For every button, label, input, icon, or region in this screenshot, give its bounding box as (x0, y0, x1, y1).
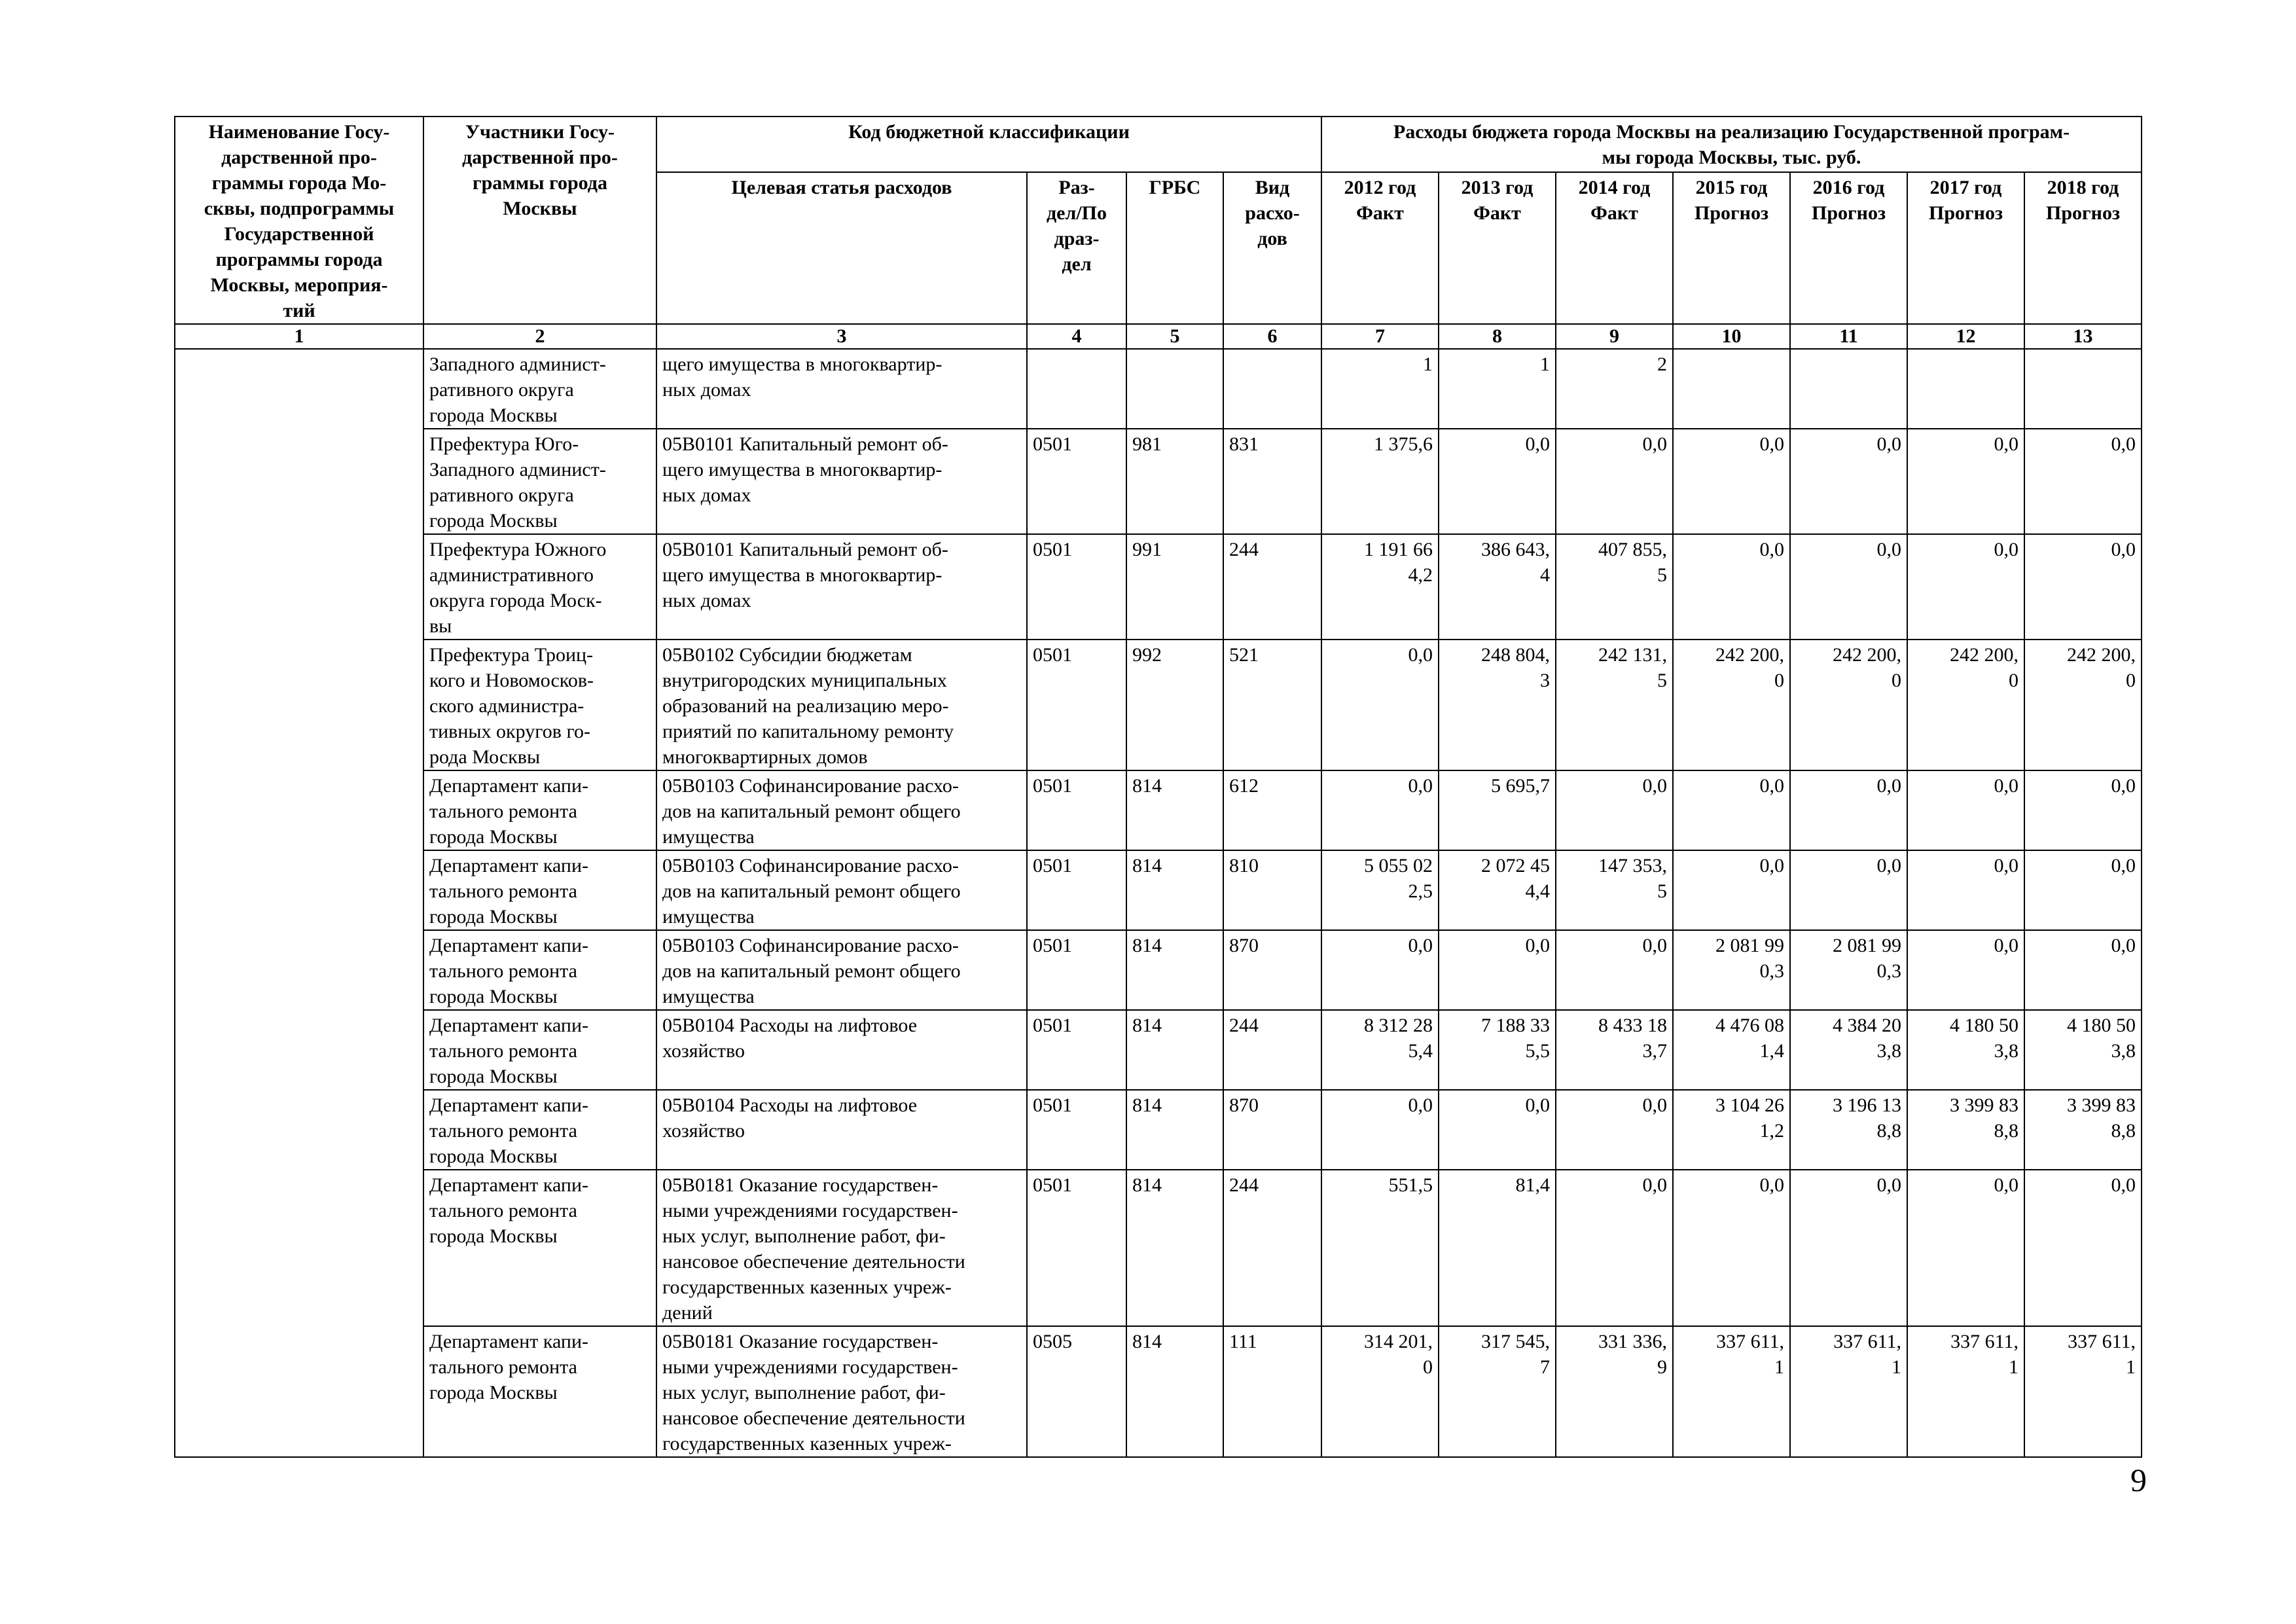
column-number: 11 (1790, 324, 1907, 349)
grbs-cell: 814 (1126, 1326, 1223, 1457)
expense-value-cell: 386 643, 4 (1439, 534, 1556, 640)
participant-cell: Префектура Троиц- кого и Новомосков- ского администра- тивных округов го- рода Москвы (423, 640, 656, 770)
expense-value-cell: 0,0 (2024, 930, 2142, 1010)
participant-cell: Департамент капи- тального ремонта города Москвы (423, 1170, 656, 1326)
table-row (175, 534, 2142, 640)
target-article-cell: 05В0181 Оказание государствен- ными учреждениями государствен- ных услуг, выполнение работ, фи- нансовое обеспечение деятельности государственных казенных учреж- дений (656, 1170, 1027, 1326)
expense-value-cell: 1 375,6 (1321, 429, 1439, 534)
grbs-cell: 814 (1126, 1090, 1223, 1170)
participant-cell: Департамент капи- тального ремонта города Москвы (423, 850, 656, 930)
expense-value-cell: 337 611, 1 (1790, 1326, 1907, 1457)
table-row (175, 770, 2142, 850)
expense-type-cell: 831 (1223, 429, 1321, 534)
budget-table (174, 116, 2142, 1458)
target-article-cell: 05В0103 Софинансирование расхо- дов на капитальный ремонт общего имущества (656, 850, 1027, 930)
expense-value-cell: 331 336, 9 (1556, 1326, 1673, 1457)
expense-value-cell: 1 191 66 4,2 (1321, 534, 1439, 640)
participant-cell: Департамент капи- тального ремонта города Москвы (423, 770, 656, 850)
grbs-cell (1126, 349, 1223, 429)
table-row (175, 850, 2142, 930)
expense-value-cell: 551,5 (1321, 1170, 1439, 1326)
expense-value-cell: 4 180 50 3,8 (1907, 1010, 2024, 1090)
table-row (175, 429, 2142, 534)
grbs-cell: 814 (1126, 1170, 1223, 1326)
expense-value-cell: 147 353, 5 (1556, 850, 1673, 930)
expense-value-cell: 3 104 26 1,2 (1673, 1090, 1790, 1170)
header-expense-type: Вид расхо- дов (1223, 172, 1321, 324)
header-program-name: Наименование Госу- дарственной про- граммы города Мо- сквы, подпрограммы Государственной программы города Москвы, мероприя- тий (175, 117, 423, 324)
expense-value-cell: 317 545, 7 (1439, 1326, 1556, 1457)
expense-value-cell: 3 399 83 8,8 (1907, 1090, 2024, 1170)
column-number: 5 (1126, 324, 1223, 349)
expense-value-cell: 0,0 (1673, 850, 1790, 930)
expense-value-cell: 0,0 (2024, 1170, 2142, 1326)
expense-value-cell: 0,0 (1907, 1170, 2024, 1326)
expense-type-cell (1223, 349, 1321, 429)
participant-cell: Департамент капи- тального ремонта города Москвы (423, 1090, 656, 1170)
expense-value-cell: 314 201, 0 (1321, 1326, 1439, 1457)
expense-value-cell: 0,0 (2024, 850, 2142, 930)
header-grbs: ГРБС (1126, 172, 1223, 324)
participant-cell: Департамент капи- тального ремонта города Москвы (423, 1010, 656, 1090)
expense-value-cell: 5 695,7 (1439, 770, 1556, 850)
expense-value-cell: 2 081 99 0,3 (1790, 930, 1907, 1010)
section-cell: 0501 (1027, 1170, 1126, 1326)
expense-value-cell: 0,0 (1556, 1090, 1673, 1170)
grbs-cell: 991 (1126, 534, 1223, 640)
expense-type-cell: 870 (1223, 1090, 1321, 1170)
column-number: 1 (175, 324, 423, 349)
expense-value-cell: 8 312 28 5,4 (1321, 1010, 1439, 1090)
expense-type-cell: 810 (1223, 850, 1321, 930)
section-cell: 0505 (1027, 1326, 1126, 1457)
section-cell: 0501 (1027, 930, 1126, 1010)
expense-value-cell: 0,0 (1556, 770, 1673, 850)
expense-value-cell: 242 200, 0 (2024, 640, 2142, 770)
column-number: 12 (1907, 324, 2024, 349)
expense-value-cell: 0,0 (1790, 1170, 1907, 1326)
expense-value-cell: 5 055 02 2,5 (1321, 850, 1439, 930)
column-number: 9 (1556, 324, 1673, 349)
header-expenses: Расходы бюджета города Москвы на реализацию Государственной програм- мы города Москвы, тыс. руб. (1321, 117, 2142, 172)
page-number: 9 (2130, 1462, 2147, 1498)
expense-value-cell: 0,0 (1790, 534, 1907, 640)
header-year-2016: 2016 год Прогноз (1790, 172, 1907, 324)
table-row (175, 1326, 2142, 1457)
target-article-cell: 05В0102 Субсидии бюджетам внутригородских муниципальных образований на реализацию меро- приятий по капитальному ремонту многоквартирных домов (656, 640, 1027, 770)
expense-value-cell: 4 180 50 3,8 (2024, 1010, 2142, 1090)
header-year-2012: 2012 год Факт (1321, 172, 1439, 324)
target-article-cell: 05В0104 Расходы на лифтовое хозяйство (656, 1010, 1027, 1090)
header-year-2018: 2018 год Прогноз (2024, 172, 2142, 324)
expense-value-cell: 242 200, 0 (1673, 640, 1790, 770)
expense-value-cell: 407 855, 5 (1556, 534, 1673, 640)
expense-value-cell: 0,0 (2024, 534, 2142, 640)
expense-type-cell: 244 (1223, 1170, 1321, 1326)
table-row (175, 930, 2142, 1010)
expense-value-cell: 0,0 (1673, 429, 1790, 534)
expense-value-cell: 1 (1321, 349, 1439, 429)
expense-value-cell: 0,0 (1556, 930, 1673, 1010)
expense-type-cell: 612 (1223, 770, 1321, 850)
expense-value-cell: 4 476 08 1,4 (1673, 1010, 1790, 1090)
table-row (175, 1010, 2142, 1090)
expense-value-cell: 0,0 (1321, 930, 1439, 1010)
header-year-2017: 2017 год Прогноз (1907, 172, 2024, 324)
expense-value-cell: 337 611, 1 (1673, 1326, 1790, 1457)
participant-cell: Префектура Южного административного округа города Моск- вы (423, 534, 656, 640)
expense-value-cell: 3 196 13 8,8 (1790, 1090, 1907, 1170)
expense-type-cell: 870 (1223, 930, 1321, 1010)
expense-value-cell: 2 081 99 0,3 (1673, 930, 1790, 1010)
expense-value-cell: 242 200, 0 (1907, 640, 2024, 770)
section-cell: 0501 (1027, 640, 1126, 770)
column-number: 2 (423, 324, 656, 349)
expense-value-cell: 0,0 (1673, 1170, 1790, 1326)
grbs-cell: 814 (1126, 930, 1223, 1010)
expense-value-cell: 3 399 83 8,8 (2024, 1090, 2142, 1170)
column-number: 13 (2024, 324, 2142, 349)
expense-value-cell: 0,0 (1907, 850, 2024, 930)
table-row (175, 1170, 2142, 1326)
target-article-cell: щего имущества в многоквартир- ных домах (656, 349, 1027, 429)
header-target-article: Целевая статья расходов (656, 172, 1027, 324)
expense-value-cell (1790, 349, 1907, 429)
section-cell: 0501 (1027, 770, 1126, 850)
table-row (175, 1090, 2142, 1170)
column-number: 6 (1223, 324, 1321, 349)
section-cell: 0501 (1027, 1010, 1126, 1090)
expense-type-cell: 244 (1223, 1010, 1321, 1090)
grbs-cell: 981 (1126, 429, 1223, 534)
expense-value-cell: 2 072 45 4,4 (1439, 850, 1556, 930)
header-year-2013: 2013 год Факт (1439, 172, 1556, 324)
target-article-cell: 05В0101 Капитальный ремонт об- щего имущества в многоквартир- ных домах (656, 534, 1027, 640)
expense-value-cell: 0,0 (1321, 1090, 1439, 1170)
participant-cell: Департамент капи- тального ремонта города Москвы (423, 930, 656, 1010)
expense-value-cell: 1 (1439, 349, 1556, 429)
expense-value-cell: 248 804, 3 (1439, 640, 1556, 770)
target-article-cell: 05В0104 Расходы на лифтовое хозяйство (656, 1090, 1027, 1170)
expense-value-cell: 242 131, 5 (1556, 640, 1673, 770)
expense-value-cell: 242 200, 0 (1790, 640, 1907, 770)
column-number-row (175, 324, 2142, 349)
column-number: 3 (656, 324, 1027, 349)
grbs-cell: 992 (1126, 640, 1223, 770)
table-row (175, 349, 2142, 429)
column-number: 8 (1439, 324, 1556, 349)
expense-value-cell: 0,0 (1907, 534, 2024, 640)
grbs-cell: 814 (1126, 1010, 1223, 1090)
expense-value-cell: 0,0 (1556, 429, 1673, 534)
section-cell: 0501 (1027, 1090, 1126, 1170)
table-row (175, 640, 2142, 770)
expense-value-cell: 0,0 (1556, 1170, 1673, 1326)
expense-value-cell: 7 188 33 5,5 (1439, 1010, 1556, 1090)
expense-value-cell: 81,4 (1439, 1170, 1556, 1326)
expense-value-cell: 0,0 (1439, 1090, 1556, 1170)
expense-value-cell: 0,0 (2024, 429, 2142, 534)
expense-value-cell: 0,0 (1673, 534, 1790, 640)
target-article-cell: 05В0103 Софинансирование расхо- дов на капитальный ремонт общего имущества (656, 770, 1027, 850)
expense-type-cell: 244 (1223, 534, 1321, 640)
expense-value-cell: 8 433 18 3,7 (1556, 1010, 1673, 1090)
grbs-cell: 814 (1126, 850, 1223, 930)
expense-value-cell: 0,0 (1321, 640, 1439, 770)
program-name-cell (175, 349, 423, 1457)
expense-value-cell: 337 611, 1 (1907, 1326, 2024, 1457)
expense-value-cell (2024, 349, 2142, 429)
target-article-cell: 05В0103 Софинансирование расхо- дов на капитальный ремонт общего имущества (656, 930, 1027, 1010)
expense-value-cell: 0,0 (1790, 429, 1907, 534)
expense-value-cell: 0,0 (1790, 770, 1907, 850)
expense-value-cell: 0,0 (1321, 770, 1439, 850)
target-article-cell: 05В0181 Оказание государствен- ными учреждениями государствен- ных услуг, выполнение работ, фи- нансовое обеспечение деятельности государственных казенных учреж- (656, 1326, 1027, 1457)
participant-cell: Западного админист- ративного округа города Москвы (423, 349, 656, 429)
expense-value-cell: 0,0 (2024, 770, 2142, 850)
expense-value-cell (1907, 349, 2024, 429)
section-cell: 0501 (1027, 850, 1126, 930)
target-article-cell: 05В0101 Капитальный ремонт об- щего имущества в многоквартир- ных домах (656, 429, 1027, 534)
grbs-cell: 814 (1126, 770, 1223, 850)
expense-value-cell (1673, 349, 1790, 429)
column-number: 4 (1027, 324, 1126, 349)
participant-cell: Департамент капи- тального ремонта города Москвы (423, 1326, 656, 1457)
expense-value-cell: 0,0 (1907, 930, 2024, 1010)
expense-value-cell: 2 (1556, 349, 1673, 429)
expense-value-cell: 4 384 20 3,8 (1790, 1010, 1907, 1090)
header-year-2015: 2015 год Прогноз (1673, 172, 1790, 324)
section-cell: 0501 (1027, 534, 1126, 640)
section-cell: 0501 (1027, 429, 1126, 534)
expense-value-cell: 0,0 (1907, 429, 2024, 534)
header-year-2014: 2014 год Факт (1556, 172, 1673, 324)
header-budget-code: Код бюджетной классификации (656, 117, 1321, 172)
expense-value-cell: 337 611, 1 (2024, 1326, 2142, 1457)
column-number: 7 (1321, 324, 1439, 349)
expense-value-cell: 0,0 (1790, 850, 1907, 930)
expense-value-cell: 0,0 (1439, 930, 1556, 1010)
header-section: Раз- дел/По драз- дел (1027, 172, 1126, 324)
expense-value-cell: 0,0 (1907, 770, 2024, 850)
expense-value-cell: 0,0 (1673, 770, 1790, 850)
participant-cell: Префектура Юго- Западного админист- ративного округа города Москвы (423, 429, 656, 534)
section-cell (1027, 349, 1126, 429)
expense-type-cell: 521 (1223, 640, 1321, 770)
expense-value-cell: 0,0 (1439, 429, 1556, 534)
expense-type-cell: 111 (1223, 1326, 1321, 1457)
header-participants: Участники Госу- дарственной про- граммы города Москвы (423, 117, 656, 324)
column-number: 10 (1673, 324, 1790, 349)
